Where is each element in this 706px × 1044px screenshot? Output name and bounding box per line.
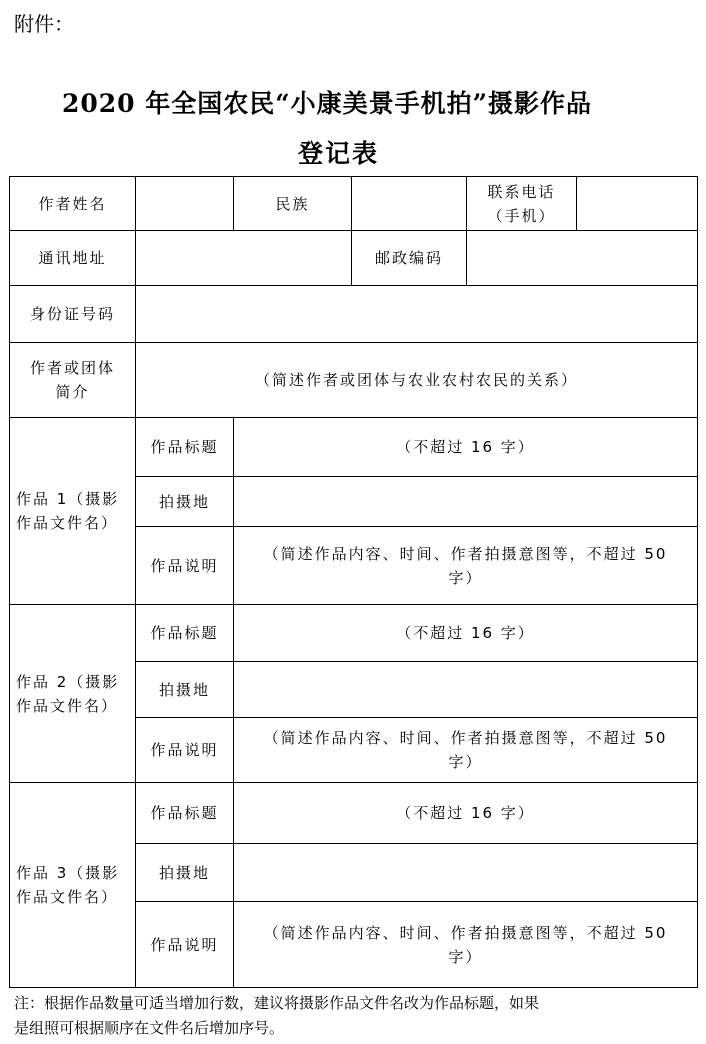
address-label: 通讯地址	[10, 231, 136, 286]
work-1-label-line2: 作品文件名）	[16, 514, 119, 532]
work-1-desc-hint-line1: （简述作品内容、时间、作者拍摄意图等，不超过 50	[263, 544, 668, 563]
author-name-field[interactable]	[136, 177, 234, 231]
work-2-title-label: 作品标题	[136, 605, 234, 662]
work-1-title-label: 作品标题	[136, 418, 234, 477]
ethnicity-field[interactable]	[352, 177, 467, 231]
table-row	[10, 605, 698, 662]
work-3-title-label: 作品标题	[136, 783, 234, 844]
work-2-title-field[interactable]: （不超过 16 字）	[234, 605, 698, 662]
work-3-desc-hint-line2: 字）	[448, 947, 483, 966]
table-row	[10, 177, 698, 231]
table-row	[10, 286, 698, 343]
table-row	[10, 343, 698, 418]
work-2-location-label: 拍摄地	[136, 662, 234, 718]
author-name-label: 作者姓名	[10, 177, 136, 231]
work-1-location-label: 拍摄地	[136, 477, 234, 527]
work-3-desc-field[interactable]	[234, 902, 698, 988]
postal-code-label: 邮政编码	[352, 231, 467, 286]
form-title: 2020 年全国农民“小康美景手机拍”摄影作品	[62, 89, 593, 118]
work-1-desc-field[interactable]	[234, 527, 698, 605]
id-number-label: 身份证号码	[10, 286, 136, 343]
work-2-desc-field[interactable]	[234, 718, 698, 783]
work-2-label	[10, 605, 136, 783]
ethnicity-label: 民族	[234, 177, 352, 231]
work-3-desc-hint-line1: （简述作品内容、时间、作者拍摄意图等，不超过 50	[263, 923, 668, 942]
phone-label-line1: 联系电话	[487, 182, 556, 201]
form-subtitle: 登记表	[298, 139, 380, 168]
address-field[interactable]	[136, 231, 352, 286]
work-2-desc-label: 作品说明	[136, 718, 234, 783]
work-1-desc-hint-line2: 字）	[448, 568, 483, 587]
table-row	[10, 418, 698, 477]
work-3-title-field[interactable]: （不超过 16 字）	[234, 783, 698, 844]
intro-label	[10, 343, 136, 418]
attachment-label: 附件：	[14, 12, 74, 36]
work-1-title-field[interactable]: （不超过 16 字）	[234, 418, 698, 477]
work-3-label	[10, 783, 136, 988]
work-1-location-field[interactable]	[234, 477, 698, 527]
work-1-label-line1: 作品 1（摄影	[16, 490, 120, 508]
id-number-field[interactable]	[136, 286, 698, 343]
phone-label	[467, 177, 577, 231]
work-3-desc-label: 作品说明	[136, 902, 234, 988]
work-3-location-field[interactable]	[234, 844, 698, 902]
work-2-label-line2: 作品文件名）	[16, 696, 119, 715]
work-3-label-line2: 作品文件名）	[16, 888, 119, 906]
work-2-desc-hint-line2: 字）	[448, 753, 483, 771]
work-2-label-line1: 作品 2（摄影	[16, 672, 120, 691]
phone-label-line2: （手机）	[487, 206, 556, 225]
footnote-line2: 是组照可根据顺序在文件名后增加序号。	[14, 1019, 285, 1037]
work-1-desc-label: 作品说明	[136, 527, 234, 605]
work-2-desc-hint-line1: （简述作品内容、时间、作者拍摄意图等，不超过 50	[263, 729, 668, 747]
footnote	[14, 991, 694, 1041]
postal-code-field[interactable]	[467, 231, 698, 286]
work-2-location-field[interactable]	[234, 662, 698, 718]
intro-label-line2: 简介	[55, 383, 90, 401]
intro-field[interactable]: （简述作者或团体与农业农村农民的关系）	[136, 343, 698, 418]
table-row	[10, 783, 698, 844]
footnote-line1: 注：根据作品数量可适当增加行数，建议将摄影作品文件名改为作品标题，如果	[14, 994, 540, 1012]
intro-label-line1: 作者或团体	[29, 359, 115, 377]
registration-form-table	[9, 176, 698, 988]
work-3-location-label: 拍摄地	[136, 844, 234, 902]
table-row	[10, 231, 698, 286]
work-3-label-line1: 作品 3（摄影	[16, 864, 120, 882]
work-1-label	[10, 418, 136, 605]
phone-field[interactable]	[577, 177, 698, 231]
